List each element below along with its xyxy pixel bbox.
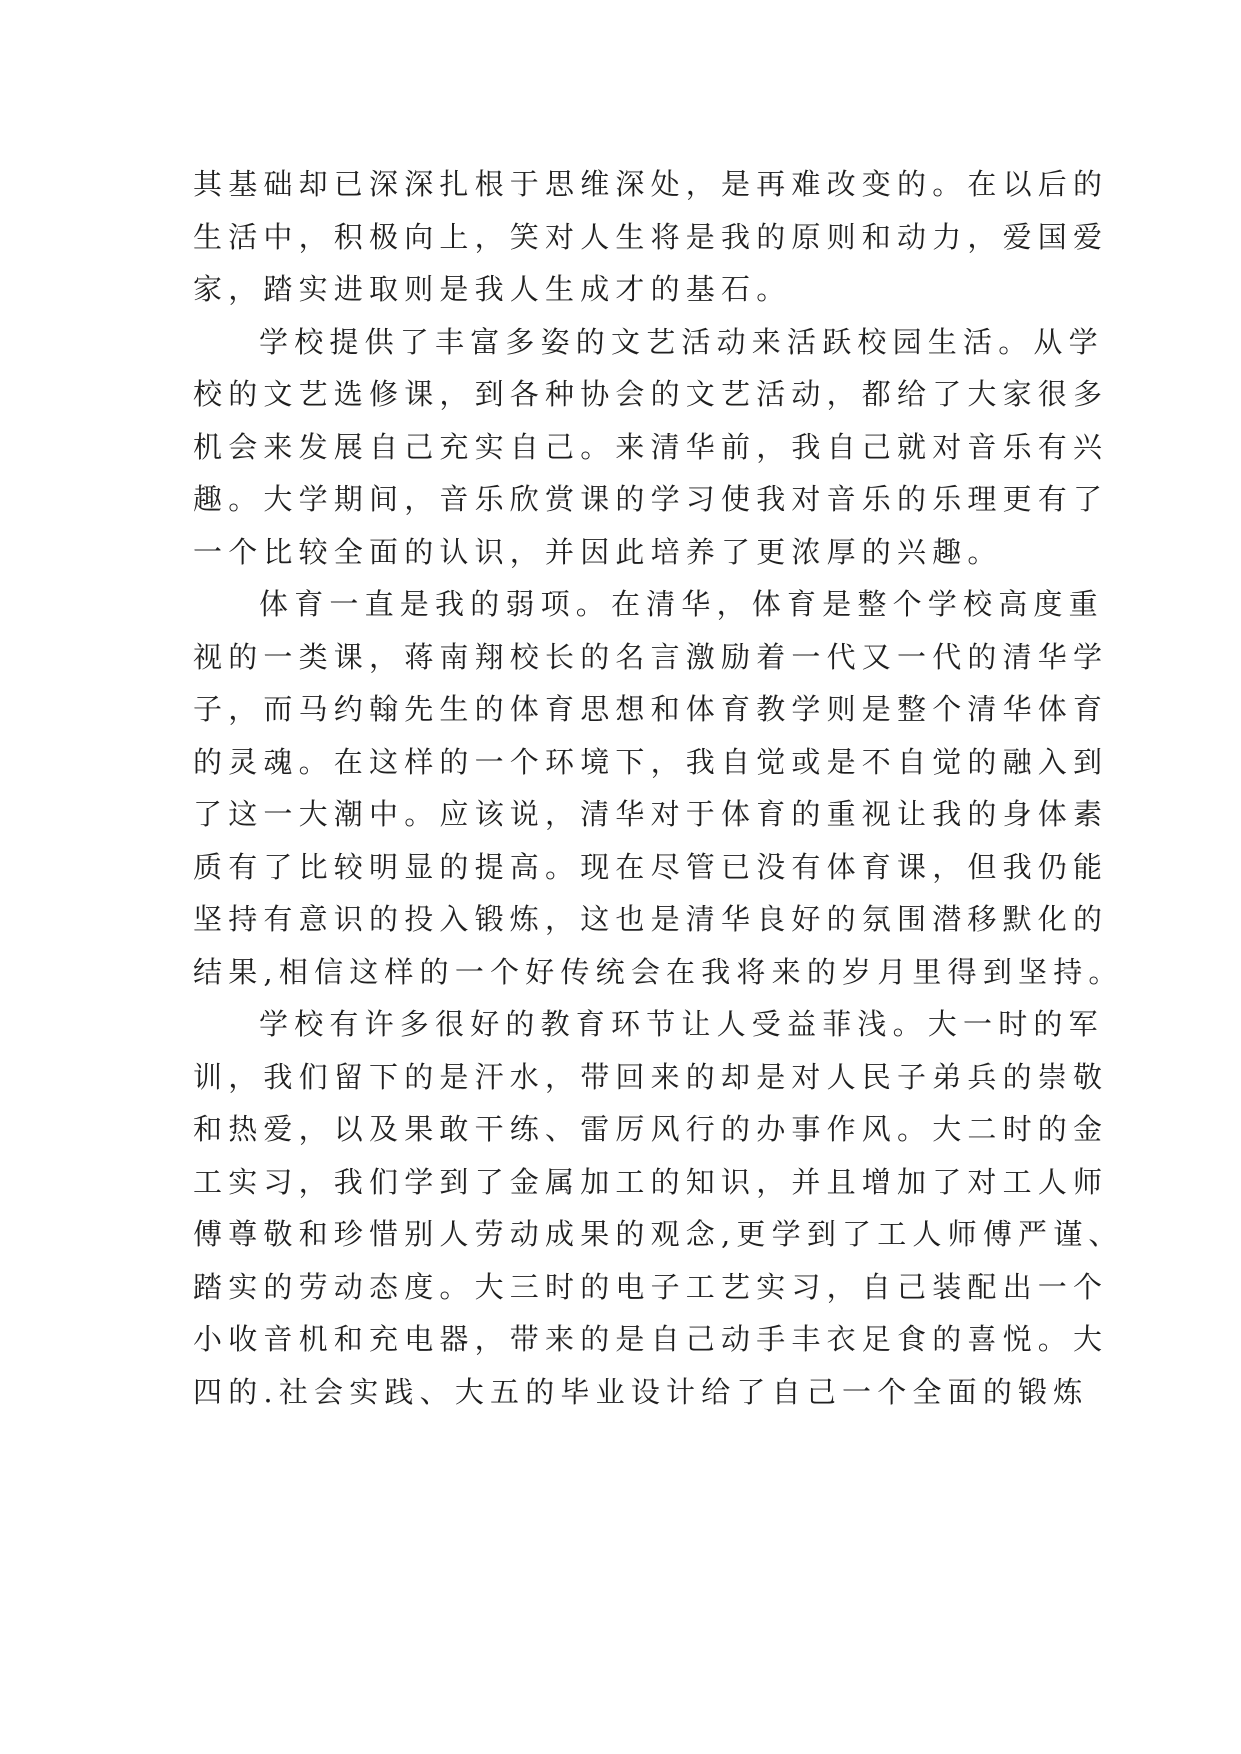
paragraph-line: 坚持有意识的投入锻炼，这也是清华良好的氛围潜移默化的 bbox=[193, 902, 1109, 936]
paragraph-arts bbox=[193, 316, 1109, 579]
paragraph-sports bbox=[193, 578, 1124, 998]
paragraph-line: 机会来发展自己充实自己。来清华前，我自己就对音乐有兴 bbox=[193, 429, 1109, 464]
paragraph-practice bbox=[193, 998, 1124, 1418]
paragraph-line: 家，踏实进取则是我人生成才的基石。 bbox=[193, 272, 792, 306]
paragraph-line: 生活中，积极向上，笑对人生将是我的原则和动力，爱国爱 bbox=[193, 219, 1109, 254]
paragraph-line: 质有了比较明显的提高。现在尽管已没有体育课，但我仍能 bbox=[193, 849, 1109, 884]
paragraph-line: 踏实的劳动态度。大三时的电子工艺实习，自己装配出一个 bbox=[193, 1269, 1109, 1304]
paragraph-line: 训，我们留下的是汗水，带回来的却是对人民子弟兵的崇敬 bbox=[193, 1059, 1109, 1094]
paragraph-line: 结果,相信这样的一个好传统会在我将来的岁月里得到坚持。 bbox=[193, 954, 1124, 989]
paragraph-line: 和热爱，以及果敢干练、雷厉风行的办事作风。大二时的金 bbox=[193, 1112, 1109, 1146]
paragraph-line: 傅尊敬和珍惜别人劳动成果的观念,更学到了工人师傅严谨、 bbox=[193, 1217, 1124, 1251]
paragraph-line: 其基础却已深深扎根于思维深处，是再难改变的。在以后的 bbox=[193, 167, 1109, 201]
paragraph-line: 学校有许多很好的教育环节让人受益菲浅。大一时的军 bbox=[259, 1007, 1104, 1041]
paragraph-line: 视的一类课，蒋南翔校长的名言激励着一代又一代的清华学 bbox=[193, 639, 1109, 674]
paragraph-line: 小收音机和充电器，带来的是自己动手丰衣足食的喜悦。大 bbox=[193, 1322, 1109, 1356]
paragraph-line: 四的.社会实践、大五的毕业设计给了自己一个全面的锻炼 bbox=[193, 1374, 1089, 1409]
paragraph-line: 趣。大学期间，音乐欣赏课的学习使我对音乐的乐理更有了 bbox=[193, 482, 1109, 516]
paragraph-line: 了这一大潮中。应该说，清华对于体育的重视让我的身体素 bbox=[193, 797, 1109, 831]
paragraph-line: 学校提供了丰富多姿的文艺活动来活跃校园生活。从学 bbox=[259, 324, 1104, 359]
paragraph-line: 校的文艺选修课，到各种协会的文艺活动，都给了大家很多 bbox=[193, 377, 1109, 411]
paragraph-continuation bbox=[193, 158, 1109, 316]
paragraph-line: 的灵魂。在这样的一个环境下，我自觉或是不自觉的融入到 bbox=[193, 744, 1109, 779]
paragraph-line: 工实习，我们学到了金属加工的知识，并且增加了对工人师 bbox=[193, 1164, 1109, 1199]
paragraph-line: 一个比较全面的认识，并因此培养了更浓厚的兴趣。 bbox=[193, 534, 1003, 569]
paragraph-line: 体育一直是我的弱项。在清华，体育是整个学校高度重 bbox=[259, 587, 1104, 621]
document-body bbox=[193, 158, 1124, 1418]
paragraph-line: 子，而马约翰先生的体育思想和体育教学则是整个清华体育 bbox=[193, 692, 1109, 726]
